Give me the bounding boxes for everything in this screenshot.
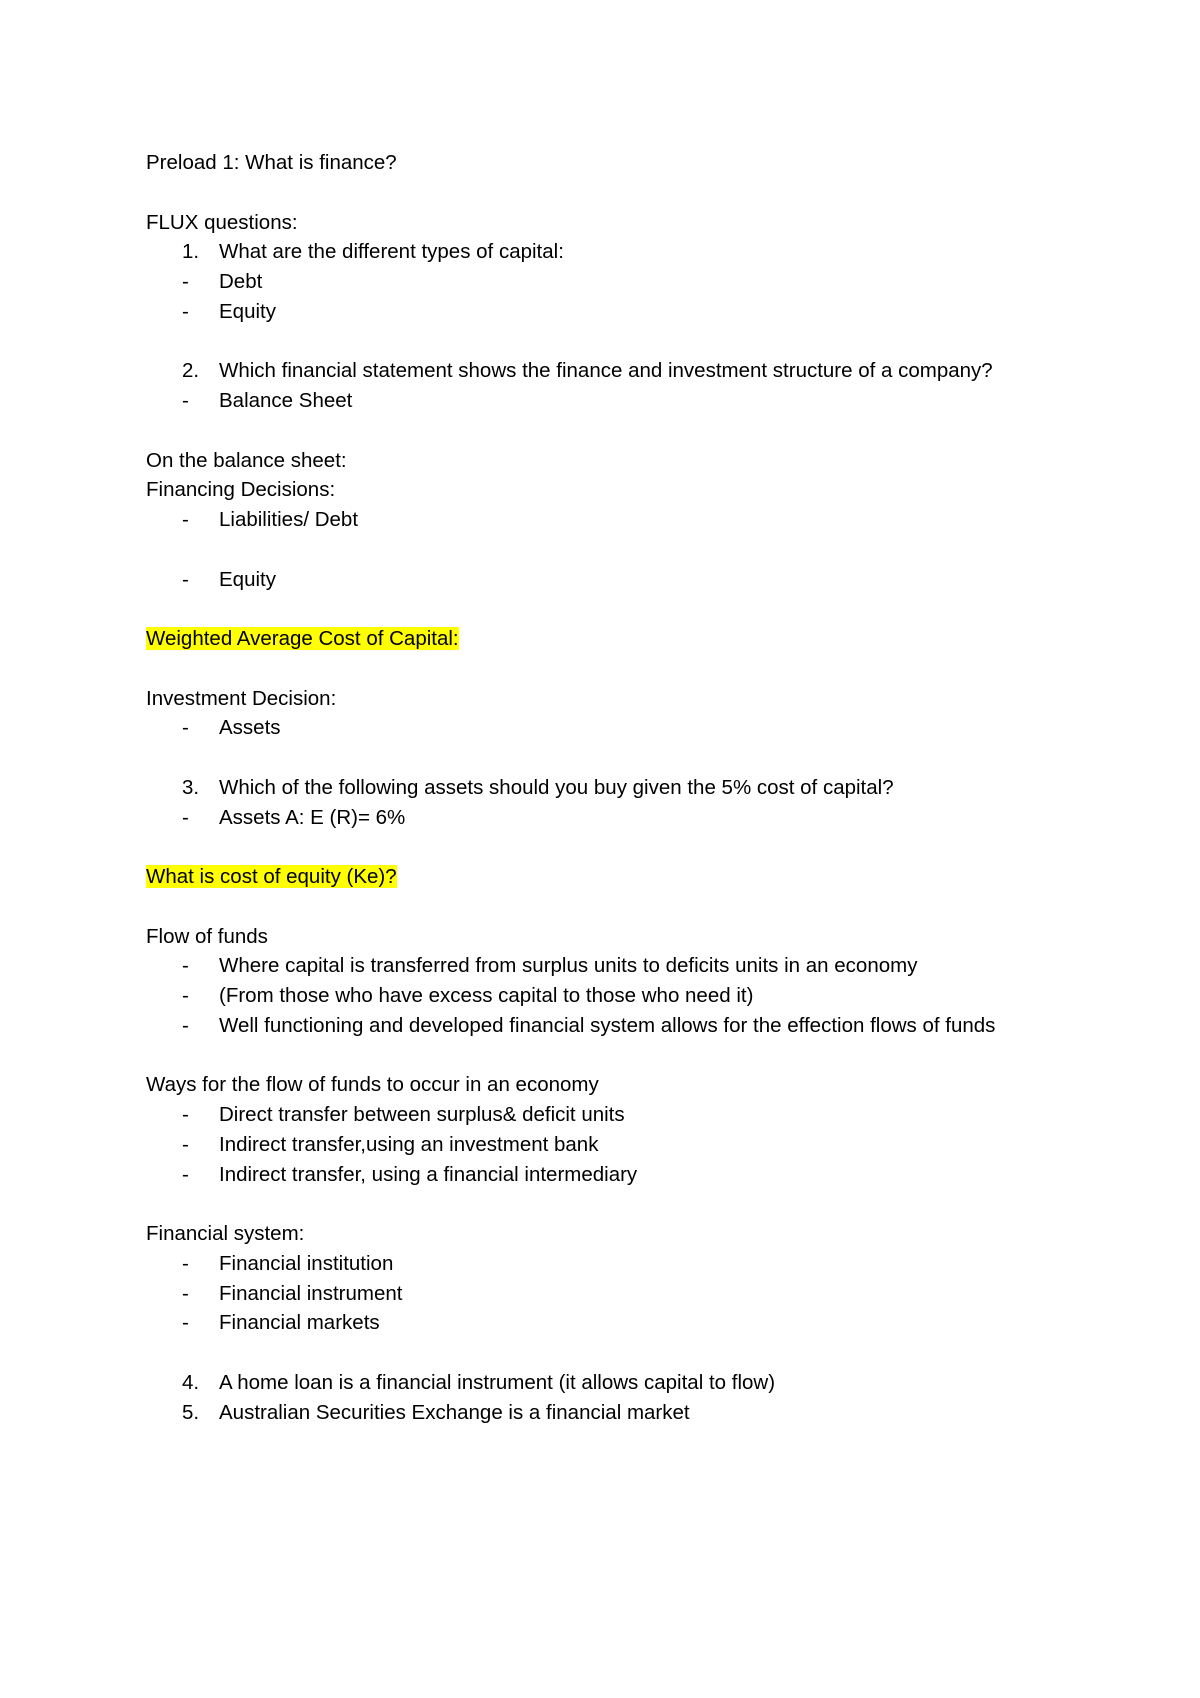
list-item xyxy=(146,1100,1046,1130)
question-text: Which of the following assets should you buy given the 5% cost of capital? xyxy=(219,775,894,799)
list-item xyxy=(146,267,1046,297)
balance-sheet-heading: On the balance sheet: xyxy=(146,448,347,472)
list-item-text: Indirect transfer, using a financial intermediary xyxy=(219,1162,638,1186)
dash-bullet: - xyxy=(182,389,189,412)
question-number: 4. xyxy=(182,1370,200,1394)
question-text: Australian Securities Exchange is a financial market xyxy=(219,1400,690,1424)
dash-bullet: - xyxy=(182,1162,189,1186)
blank-line xyxy=(146,1189,1046,1219)
question-3 xyxy=(146,773,1046,803)
flow-of-funds-heading: Flow of funds xyxy=(146,924,268,948)
blank-line xyxy=(146,743,1046,773)
list-item-text: Financial markets xyxy=(219,1311,380,1335)
page-title: Preload 1: What is finance? xyxy=(146,151,397,174)
question-2 xyxy=(146,356,1046,386)
question-number: 2. xyxy=(182,359,200,383)
list-item xyxy=(146,1279,1046,1309)
list-item xyxy=(146,1249,1046,1279)
blank-line xyxy=(146,654,1046,684)
wacc-heading xyxy=(146,624,1046,654)
list-item-text: Financial institution xyxy=(219,1251,394,1275)
list-item xyxy=(146,1308,1046,1338)
list-item xyxy=(146,1011,1046,1041)
list-item xyxy=(146,565,1046,595)
list-item-text: Financial instrument xyxy=(219,1281,403,1305)
list-item-text: Liabilities/ Debt xyxy=(219,508,359,531)
financing-heading: Financing Decisions: xyxy=(146,478,336,502)
financial-system-heading: Financial system: xyxy=(146,1222,305,1245)
list-item-text: Equity xyxy=(219,567,276,591)
question-5 xyxy=(146,1398,1046,1428)
list-item-text: Well functioning and developed financial system allows for the effection flows of funds xyxy=(219,1013,996,1037)
flux-heading: FLUX questions: xyxy=(146,210,298,234)
answer-text: Debt xyxy=(219,270,263,293)
blank-line xyxy=(146,178,1046,208)
dash-bullet: - xyxy=(182,270,189,293)
list-item xyxy=(146,1160,1046,1190)
list-item xyxy=(146,713,1046,743)
list-item xyxy=(146,981,1046,1011)
list-item xyxy=(146,297,1046,327)
list-item-text: Direct transfer between surplus& deficit units xyxy=(219,1103,625,1126)
blank-line xyxy=(146,327,1046,357)
question-number: 5. xyxy=(182,1400,200,1424)
dash-bullet: - xyxy=(182,1132,189,1156)
highlighted-text: Weighted Average Cost of Capital: xyxy=(146,627,459,650)
question-text: What are the different types of capital: xyxy=(219,240,564,264)
list-item xyxy=(146,505,1046,535)
answer-text: Equity xyxy=(219,299,276,323)
question-4 xyxy=(146,1368,1046,1398)
answer-text: Balance Sheet xyxy=(219,389,353,412)
dash-bullet: - xyxy=(182,299,189,323)
dash-bullet: - xyxy=(182,1281,189,1305)
dash-bullet: - xyxy=(182,567,189,591)
blank-line xyxy=(146,1338,1046,1368)
dash-bullet: - xyxy=(182,1013,189,1037)
dash-bullet: - xyxy=(182,954,189,978)
list-item-text: Assets xyxy=(219,716,281,740)
dash-bullet: - xyxy=(182,1311,189,1335)
dash-bullet: - xyxy=(182,1103,189,1126)
question-text: Which financial statement shows the finance and investment structure of a company? xyxy=(219,359,993,383)
dash-bullet: - xyxy=(182,984,189,1007)
list-item xyxy=(146,386,1046,416)
highlighted-text: What is cost of equity (Ke)? xyxy=(146,865,397,888)
list-item-text: (From those who have excess capital to those who need it) xyxy=(219,984,754,1007)
list-item-text: Indirect transfer,using an investment bank xyxy=(219,1132,599,1156)
cost-of-equity-heading xyxy=(146,862,1046,892)
question-1 xyxy=(146,237,1046,267)
dash-bullet: - xyxy=(182,508,189,531)
blank-line xyxy=(146,1041,1046,1071)
blank-line xyxy=(146,535,1046,565)
list-item xyxy=(146,803,1046,833)
list-item-text: Where capital is transferred from surplus units to deficits units in an economy xyxy=(219,954,918,978)
dash-bullet: - xyxy=(182,716,189,740)
question-number: 1. xyxy=(182,240,200,264)
question-text: A home loan is a financial instrument (it allows capital to flow) xyxy=(219,1370,776,1394)
dash-bullet: - xyxy=(182,805,189,829)
question-number: 3. xyxy=(182,775,200,799)
blank-line xyxy=(146,594,1046,624)
investment-heading: Investment Decision: xyxy=(146,686,337,710)
blank-line xyxy=(146,416,1046,446)
dash-bullet: - xyxy=(182,1251,189,1275)
list-item xyxy=(146,1130,1046,1160)
list-item xyxy=(146,951,1046,981)
blank-line xyxy=(146,832,1046,862)
answer-text: Assets A: E (R)= 6% xyxy=(219,805,406,829)
blank-line xyxy=(146,892,1046,922)
ways-heading: Ways for the flow of funds to occur in an economy xyxy=(146,1073,599,1097)
document-body xyxy=(146,148,1046,1427)
